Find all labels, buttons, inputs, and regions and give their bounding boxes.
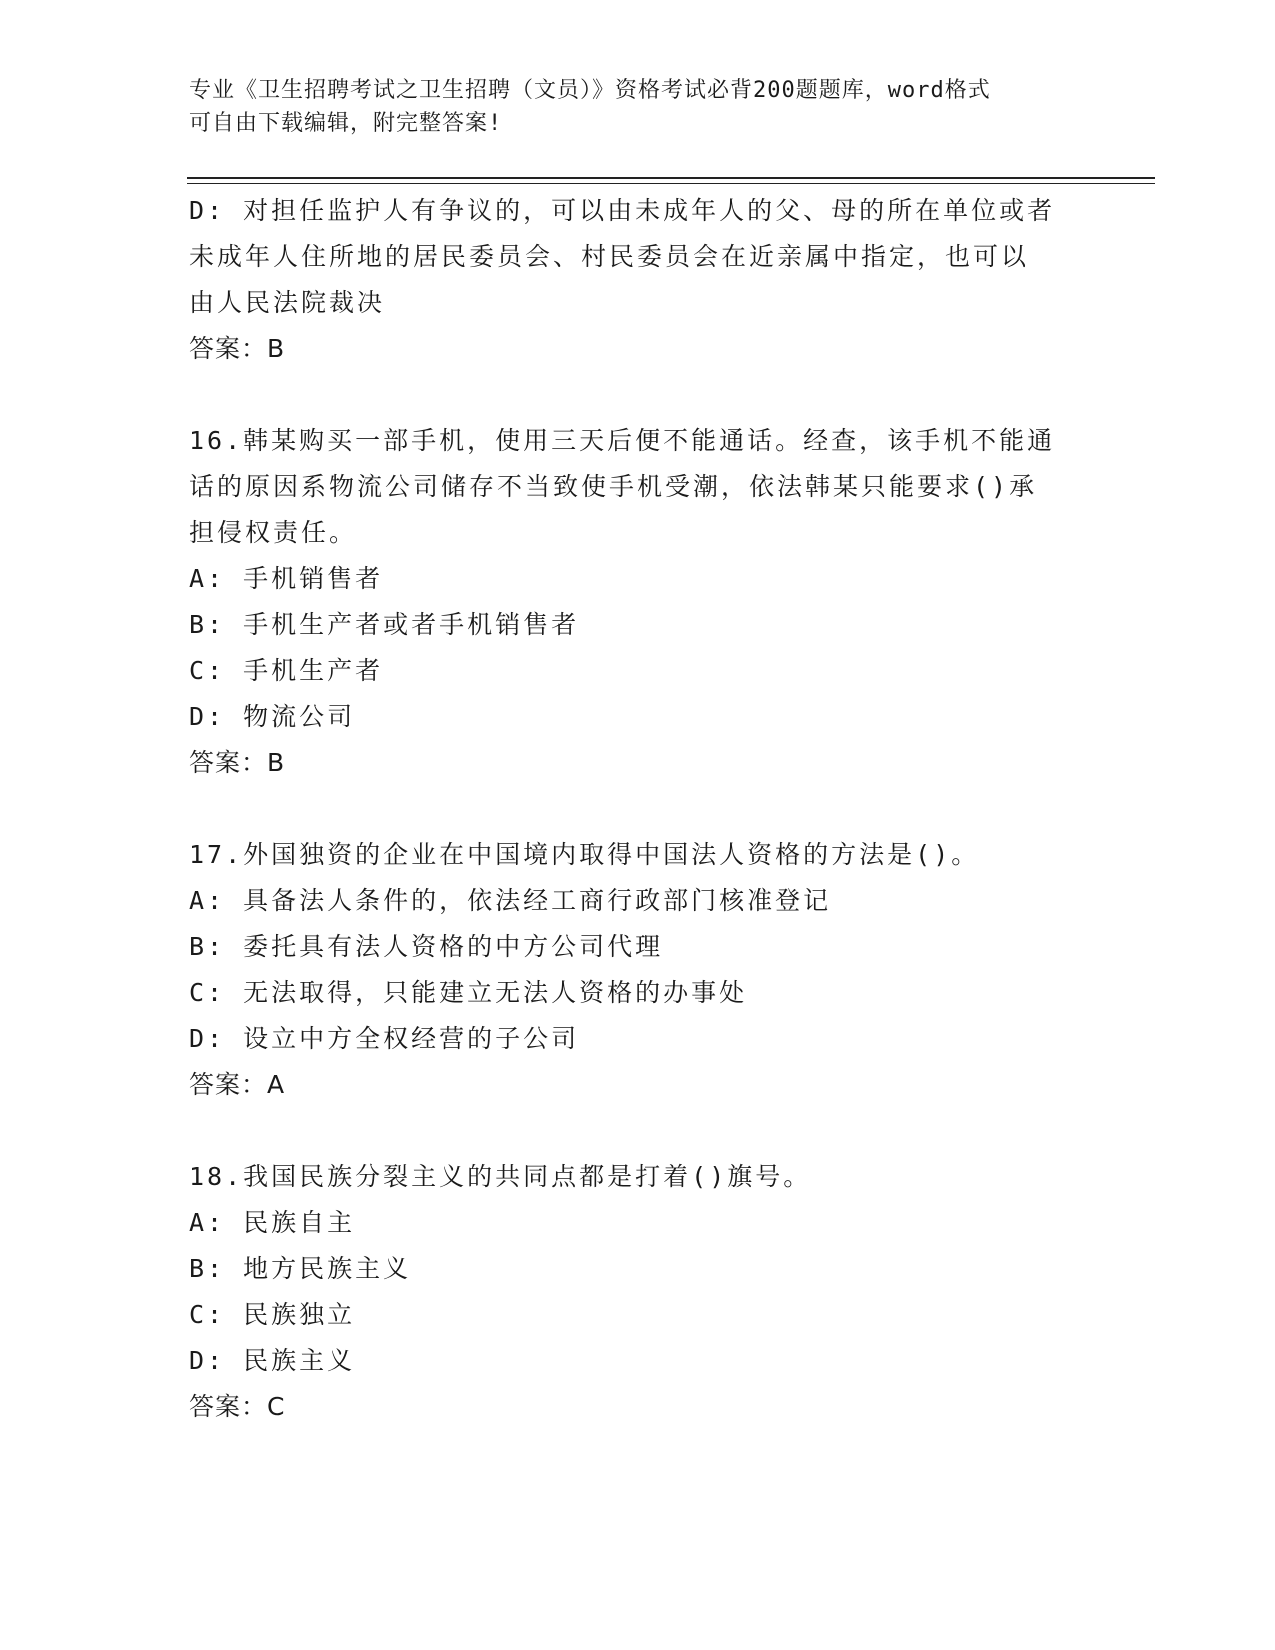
option-d: D: 民族主义 [189,1346,356,1375]
option-d-line: 由人民法院裁决 [189,288,386,317]
option-c: C: 民族独立 [189,1300,356,1329]
answer-line: 答案：C [189,1392,286,1421]
option-b: B: 委托具有法人资格的中方公司代理 [189,932,664,961]
option-b: B: 地方民族主义 [189,1254,412,1283]
spacer [189,372,1089,418]
option-d: D: 物流公司 [189,702,356,731]
spacer [189,786,1089,832]
question-content [189,188,1089,1430]
option-a: A: 具备法人条件的，依法经工商行政部门核准登记 [189,886,832,915]
question-stem-line: 担侵权责任。 [189,518,358,547]
option-d: D: 设立中方全权经营的子公司 [189,1024,580,1053]
header-divider-thin [187,183,1155,184]
option-c: C: 无法取得，只能建立无法人资格的办事处 [189,978,748,1007]
header-line-2: 可自由下载编辑，附完整答案! [189,111,503,136]
option-a: A: 民族自主 [189,1208,356,1237]
document-header [189,74,1069,140]
option-d-line: D: 对担任监护人有争议的，可以由未成年人的父、母的所在单位或者 [189,196,1056,225]
option-c: C: 手机生产者 [189,656,384,685]
answer-line: 答案：B [189,748,286,777]
header-divider-thick [187,177,1155,179]
spacer [189,1108,1089,1154]
header-line-1: 专业《卫生招聘考试之卫生招聘（文员）》资格考试必背200题题库，word格式 [189,78,991,103]
answer-line: 答案：A [189,1070,286,1099]
option-b: B: 手机生产者或者手机销售者 [189,610,580,639]
option-a: A: 手机销售者 [189,564,384,593]
answer-line: 答案：B [189,334,286,363]
continued-question [189,188,1089,372]
question-stem-line: 18.我国民族分裂主义的共同点都是打着()旗号。 [189,1162,812,1191]
question-16 [189,418,1089,786]
question-18 [189,1154,1089,1430]
option-d-line: 未成年人住所地的居民委员会、村民委员会在近亲属中指定，也可以 [189,242,1030,271]
question-stem-line: 16.韩某购买一部手机，使用三天后便不能通话。经查，该手机不能通 [189,426,1056,455]
question-stem-line: 17.外国独资的企业在中国境内取得中国法人资格的方法是()。 [189,840,980,869]
question-stem-line: 话的原因系物流公司储存不当致使手机受潮，依法韩某只能要求()承 [189,472,1038,501]
question-17 [189,832,1089,1108]
